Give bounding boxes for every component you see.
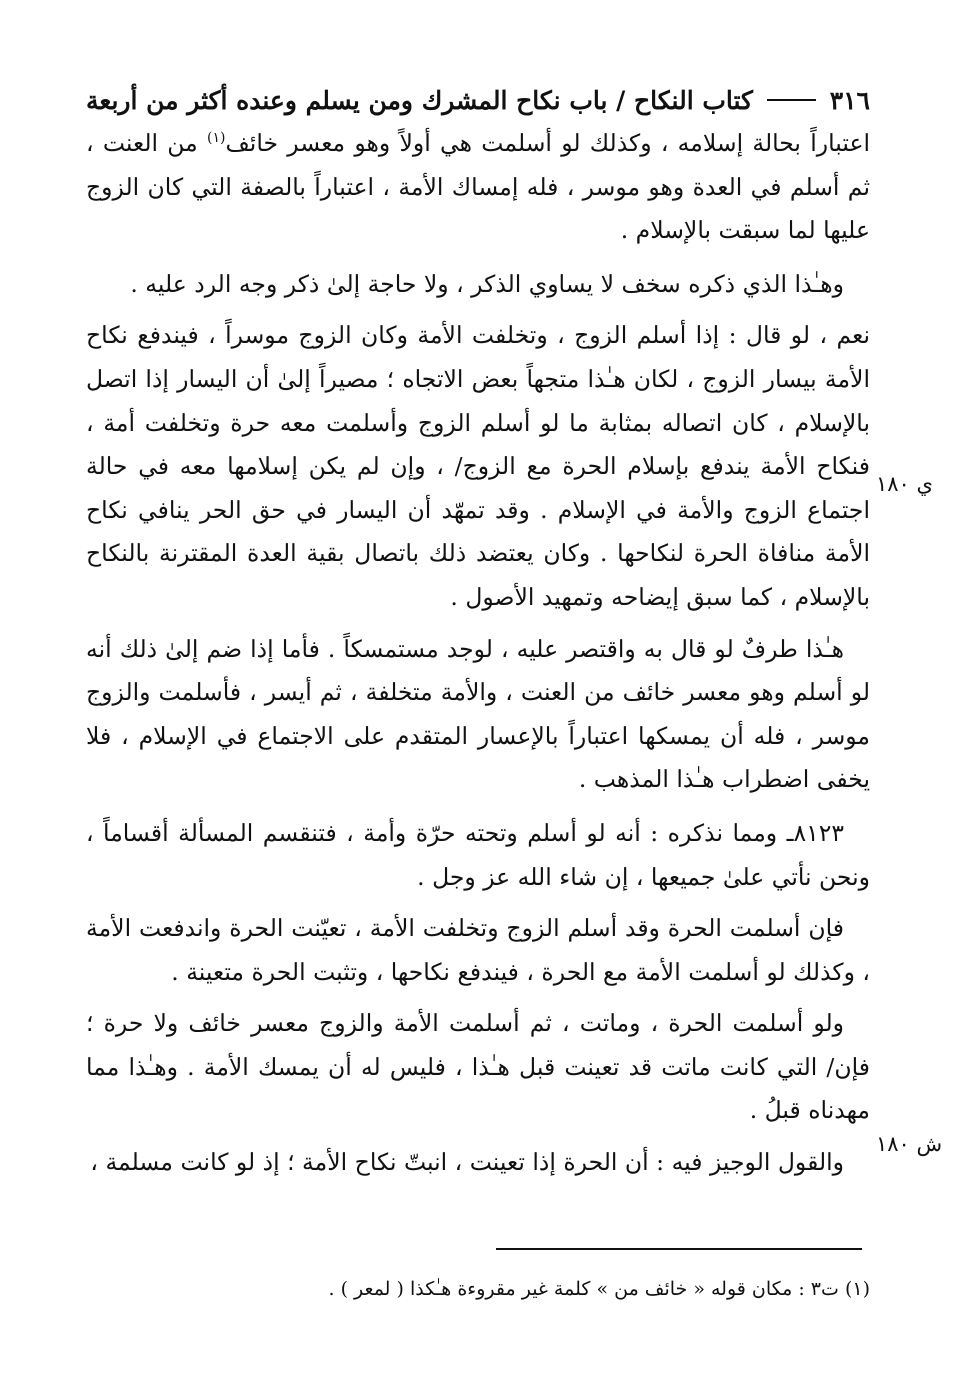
paragraph-3: نعم ، لو قال : إذا أسلم الزوج ، وتخلفت الأمة وكان الزوج موسراً ، فيندفع نكاح الأمة بيسار الزوج ، لكان هـٰذا متجهاً بعض الاتجاه ؛ مصيراً إلىٰ أن اليسار إذا اتصل بالإسلام ، كان اتصاله بمثابة ما لو أسلم الزوج وأسلمت معه حرة وتخلفت أمة ، فنكاح الأمة يندفع بإسلام الحرة مع الزوج/ ، وإن لم يكن إسلامها معه في حالة اجتماع الزوج والأمة في الإسلام . وقد تمهّد أن اليسار في حق الحر ينافي نكاح الأمة منافاة الحرة لنكاحها . وكان يعتضد ذلك باتصال بقية العدة المقترنة بالنكاح بالإسلام ، كما سبق إيضاحه وتمهيد الأصول . <box>86 321 870 611</box>
paragraph-1-part-b: من العنت ، ثم أسلم في العدة وهو موسر ، فله إمساك الأمة ، اعتباراً بالصفة التي كان الزوج عليها لما سبقت بالإسلام . <box>86 129 870 245</box>
paragraph-1-part-a: اعتباراً بحالة إسلامه ، وكذلك لو أسلمت هي أولاً وهو معسر خائف <box>225 129 870 157</box>
paragraph-2: وهـٰذا الذي ذكره سخف لا يساوي الذكر ، ولا حاجة إلىٰ ذكر وجه الرد عليه . <box>130 269 844 298</box>
page-number: ٣١٦ <box>829 85 870 115</box>
paragraph-1 <box>86 122 870 253</box>
margin-note-2: ش ١٨٠ <box>876 1132 943 1156</box>
main-text <box>86 122 870 1193</box>
paragraph-8: والقول الوجيز فيه : أن الحرة إذا تعينت ، انبتّ نكاح الأمة ؛ إذ لو كانت مسلمة ، <box>90 1148 844 1177</box>
header-title: كتاب النكاح / باب نكاح المشرك ومن يسلم وعنده أكثر من أربعة <box>86 85 753 115</box>
footnote: (١) ت٣ : مكان قوله « خائف من » كلمة غير مقروءة هـٰكذا ( لمعر ) . <box>328 1278 870 1300</box>
margin-note-1: ي ١٨٠ <box>876 472 933 496</box>
paragraph-6: فإن أسلمت الحرة وقد أسلم الزوج وتخلفت الأمة ، تعيّنت الحرة واندفعت الأمة ، وكذلك لو أسلمت الأمة مع الحرة ، فيندفع نكاحها ، وتثبت الحرة متعينة . <box>86 914 870 986</box>
paragraph-5: ٨١٢٣ـ ومما نذكره : أنه لو أسلم وتحته حرّة وأمة ، فتنقسم المسألة أقساماً ، ونحن نأتي علىٰ جميعها ، إن شاء الله عز وجل . <box>86 818 870 891</box>
running-header <box>86 78 870 122</box>
footnote-rule <box>496 1248 862 1250</box>
header-rule <box>767 99 816 101</box>
footnote-marker: (١) <box>207 130 226 147</box>
paragraph-4: هـٰذا طرفٌ لو قال به واقتصر عليه ، لوجد مستمسكاً . فأما إذا ضم إلىٰ ذلك أنه لو أسلم وهو معسر خائف من العنت ، والأمة متخلفة ، ثم أيسر ، فأسلمت والزوج موسر ، فله أن يمسكها اعتباراً بالإعسار المتقدم على الاجتماع في الإسلام ، فلا يخفى اضطراب هـٰذا المذهب . <box>86 634 870 794</box>
paragraph-7: ولو أسلمت الحرة ، وماتت ، ثم أسلمت الأمة والزوج معسر خائف ولا حرة ؛ فإن/ التي كانت ماتت قد تعينت قبل هـٰذا ، فليس له أن يمسك الأمة . وهـٰذا مما مهدناه قبلُ . <box>86 1009 870 1125</box>
